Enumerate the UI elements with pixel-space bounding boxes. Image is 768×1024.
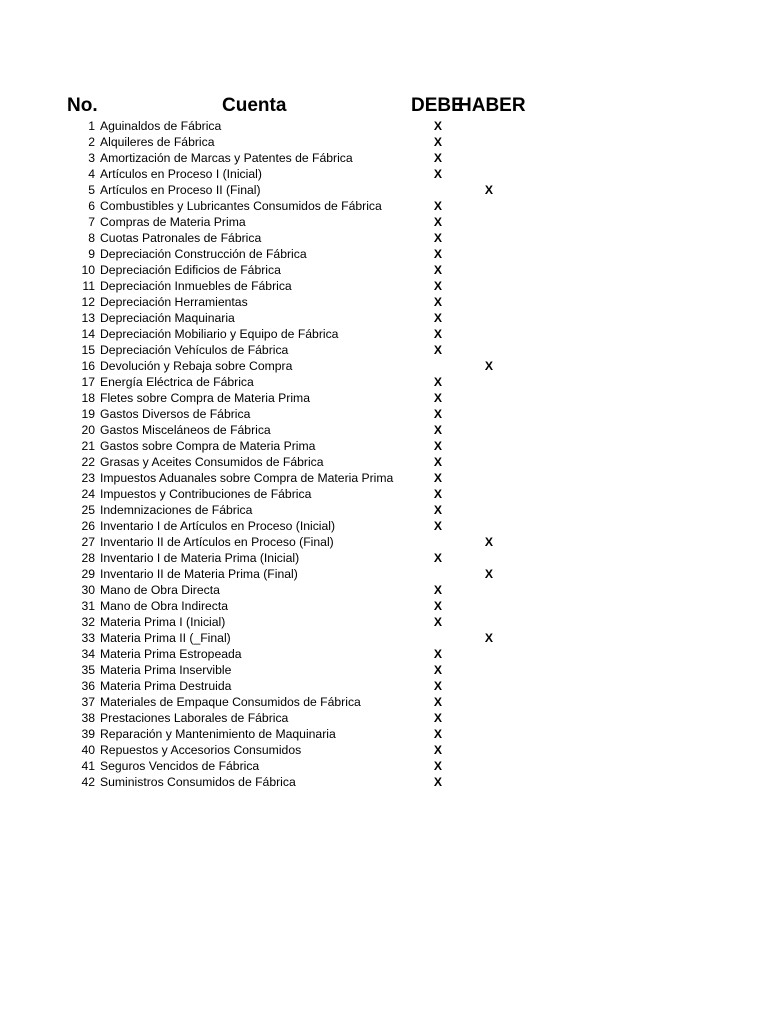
debe-mark: X: [433, 743, 443, 757]
debe-mark: X: [433, 439, 443, 453]
debe-mark: X: [433, 551, 443, 565]
account-name: Cuotas Patronales de Fábrica: [100, 231, 262, 245]
table-row: [0, 262, 768, 278]
account-name: Inventario II de Artículos en Proceso (Final): [100, 535, 334, 549]
debe-mark: X: [433, 215, 443, 229]
row-number: 40: [81, 743, 95, 757]
table-row: [0, 774, 768, 790]
debe-mark: X: [433, 311, 443, 325]
account-name: Gastos Diversos de Fábrica: [100, 407, 251, 421]
row-number: 5: [88, 183, 95, 197]
table-row: [0, 502, 768, 518]
row-number: 31: [81, 599, 95, 613]
row-number: 9: [88, 247, 95, 261]
header-debe: DEBE: [411, 95, 464, 116]
account-name: Impuestos Aduanales sobre Compra de Materia Prima: [100, 471, 394, 485]
row-number: 8: [88, 231, 95, 245]
row-number: 1: [88, 119, 95, 133]
accounts-table: [0, 118, 768, 790]
account-name: Inventario I de Artículos en Proceso (Inicial): [100, 519, 336, 533]
haber-mark: X: [484, 535, 494, 549]
row-number: 22: [81, 455, 95, 469]
table-row: [0, 422, 768, 438]
table-row: [0, 134, 768, 150]
account-name: Grasas y Aceites Consumidos de Fábrica: [100, 455, 324, 469]
debe-mark: X: [433, 167, 443, 181]
account-name: Suministros Consumidos de Fábrica: [100, 775, 296, 789]
row-number: 19: [81, 407, 95, 421]
debe-mark: X: [433, 487, 443, 501]
table-row: [0, 710, 768, 726]
account-name: Aguinaldos de Fábrica: [100, 119, 222, 133]
account-name: Depreciación Inmuebles de Fábrica: [100, 279, 292, 293]
table-row: [0, 278, 768, 294]
account-name: Gastos Misceláneos de Fábrica: [100, 423, 271, 437]
debe-mark: X: [433, 711, 443, 725]
account-name: Combustibles y Lubricantes Consumidos de Fábrica: [100, 199, 382, 213]
account-name: Inventario II de Materia Prima (Final): [100, 567, 298, 581]
row-number: 39: [81, 727, 95, 741]
table-row: [0, 486, 768, 502]
debe-mark: X: [433, 775, 443, 789]
row-number: 15: [81, 343, 95, 357]
haber-mark: X: [484, 359, 494, 373]
debe-mark: X: [433, 119, 443, 133]
table-row: [0, 214, 768, 230]
row-number: 33: [81, 631, 95, 645]
table-row: [0, 614, 768, 630]
table-header: [0, 93, 768, 119]
account-name: Materia Prima II (_Final): [100, 631, 231, 645]
row-number: 24: [81, 487, 95, 501]
table-row: [0, 358, 768, 374]
debe-mark: X: [433, 455, 443, 469]
table-row: [0, 406, 768, 422]
debe-mark: X: [433, 663, 443, 677]
header-cuenta: Cuenta: [222, 95, 287, 116]
account-name: Amortización de Marcas y Patentes de Fábrica: [100, 151, 353, 165]
row-number: 10: [81, 263, 95, 277]
table-row: [0, 470, 768, 486]
table-row: [0, 166, 768, 182]
table-row: [0, 662, 768, 678]
table-row: [0, 550, 768, 566]
table-row: [0, 518, 768, 534]
row-number: 14: [81, 327, 95, 341]
account-name: Compras de Materia Prima: [100, 215, 246, 229]
account-name: Alquileres de Fábrica: [100, 135, 215, 149]
row-number: 28: [81, 551, 95, 565]
row-number: 18: [81, 391, 95, 405]
row-number: 35: [81, 663, 95, 677]
debe-mark: X: [433, 263, 443, 277]
debe-mark: X: [433, 135, 443, 149]
table-row: [0, 694, 768, 710]
account-name: Mano de Obra Indirecta: [100, 599, 229, 613]
table-row: [0, 598, 768, 614]
haber-mark: X: [484, 183, 494, 197]
table-row: [0, 678, 768, 694]
row-number: 17: [81, 375, 95, 389]
account-name: Indemnizaciones de Fábrica: [100, 503, 253, 517]
debe-mark: X: [433, 391, 443, 405]
debe-mark: X: [433, 151, 443, 165]
debe-mark: X: [433, 375, 443, 389]
account-name: Devolución y Rebaja sobre Compra: [100, 359, 293, 373]
row-number: 34: [81, 647, 95, 661]
debe-mark: X: [433, 471, 443, 485]
account-name: Materia Prima Estropeada: [100, 647, 242, 661]
row-number: 3: [88, 151, 95, 165]
table-row: [0, 566, 768, 582]
debe-mark: X: [433, 647, 443, 661]
table-row: [0, 310, 768, 326]
debe-mark: X: [433, 599, 443, 613]
haber-mark: X: [484, 631, 494, 645]
table-row: [0, 294, 768, 310]
account-name: Depreciación Herramientas: [100, 295, 248, 309]
table-row: [0, 438, 768, 454]
row-number: 27: [81, 535, 95, 549]
debe-mark: X: [433, 727, 443, 741]
account-name: Depreciación Mobiliario y Equipo de Fábrica: [100, 327, 339, 341]
row-number: 38: [81, 711, 95, 725]
debe-mark: X: [433, 231, 443, 245]
table-row: [0, 726, 768, 742]
account-name: Prestaciones Laborales de Fábrica: [100, 711, 289, 725]
account-name: Artículos en Proceso I (Inicial): [100, 167, 262, 181]
account-name: Materiales de Empaque Consumidos de Fábrica: [100, 695, 361, 709]
table-row: [0, 230, 768, 246]
row-number: 12: [81, 295, 95, 309]
table-row: [0, 758, 768, 774]
row-number: 37: [81, 695, 95, 709]
row-number: 16: [81, 359, 95, 373]
debe-mark: X: [433, 583, 443, 597]
header-no: No.: [67, 95, 98, 116]
header-haber: HABER: [458, 95, 526, 116]
account-name: Depreciación Maquinaria: [100, 311, 235, 325]
debe-mark: X: [433, 695, 443, 709]
table-row: [0, 534, 768, 550]
table-row: [0, 582, 768, 598]
debe-mark: X: [433, 503, 443, 517]
table-row: [0, 342, 768, 358]
row-number: 11: [82, 279, 95, 293]
account-name: Impuestos y Contribuciones de Fábrica: [100, 487, 312, 501]
row-number: 36: [81, 679, 95, 693]
table-row: [0, 454, 768, 470]
account-name: Gastos sobre Compra de Materia Prima: [100, 439, 316, 453]
haber-mark: X: [484, 567, 494, 581]
debe-mark: X: [433, 679, 443, 693]
debe-mark: X: [433, 615, 443, 629]
row-number: 7: [88, 215, 95, 229]
debe-mark: X: [433, 407, 443, 421]
account-name: Materia Prima I (Inicial): [100, 615, 226, 629]
account-name: Materia Prima Inservible: [100, 663, 232, 677]
account-name: Depreciación Vehículos de Fábrica: [100, 343, 289, 357]
row-number: 29: [81, 567, 95, 581]
table-row: [0, 646, 768, 662]
debe-mark: X: [433, 199, 443, 213]
row-number: 2: [88, 135, 95, 149]
table-row: [0, 182, 768, 198]
row-number: 42: [81, 775, 95, 789]
table-row: [0, 374, 768, 390]
row-number: 41: [81, 759, 95, 773]
table-row: [0, 150, 768, 166]
table-row: [0, 246, 768, 262]
row-number: 20: [81, 423, 95, 437]
row-number: 21: [81, 439, 95, 453]
debe-mark: X: [433, 295, 443, 309]
table-row: [0, 198, 768, 214]
row-number: 26: [81, 519, 95, 533]
table-row: [0, 390, 768, 406]
row-number: 4: [88, 167, 95, 181]
table-row: [0, 742, 768, 758]
row-number: 13: [81, 311, 95, 325]
debe-mark: X: [433, 343, 443, 357]
debe-mark: X: [433, 519, 443, 533]
account-name: Fletes sobre Compra de Materia Prima: [100, 391, 310, 405]
account-name: Reparación y Mantenimiento de Maquinaria: [100, 727, 336, 741]
account-name: Energía Eléctrica de Fábrica: [100, 375, 254, 389]
row-number: 6: [88, 199, 95, 213]
debe-mark: X: [433, 759, 443, 773]
account-name: Inventario I de Materia Prima (Inicial): [100, 551, 300, 565]
debe-mark: X: [433, 247, 443, 261]
debe-mark: X: [433, 327, 443, 341]
account-name: Mano de Obra Directa: [100, 583, 220, 597]
table-row: [0, 630, 768, 646]
account-name: Artículos en Proceso II (Final): [100, 183, 261, 197]
row-number: 25: [81, 503, 95, 517]
row-number: 30: [81, 583, 95, 597]
debe-mark: X: [433, 279, 443, 293]
table-row: [0, 326, 768, 342]
account-name: Repuestos y Accesorios Consumidos: [100, 743, 302, 757]
account-name: Depreciación Edificios de Fábrica: [100, 263, 281, 277]
account-name: Seguros Vencidos de Fábrica: [100, 759, 260, 773]
row-number: 32: [81, 615, 95, 629]
debe-mark: X: [433, 423, 443, 437]
table-row: [0, 118, 768, 134]
row-number: 23: [81, 471, 95, 485]
account-name: Depreciación Construcción de Fábrica: [100, 247, 307, 261]
account-name: Materia Prima Destruida: [100, 679, 232, 693]
